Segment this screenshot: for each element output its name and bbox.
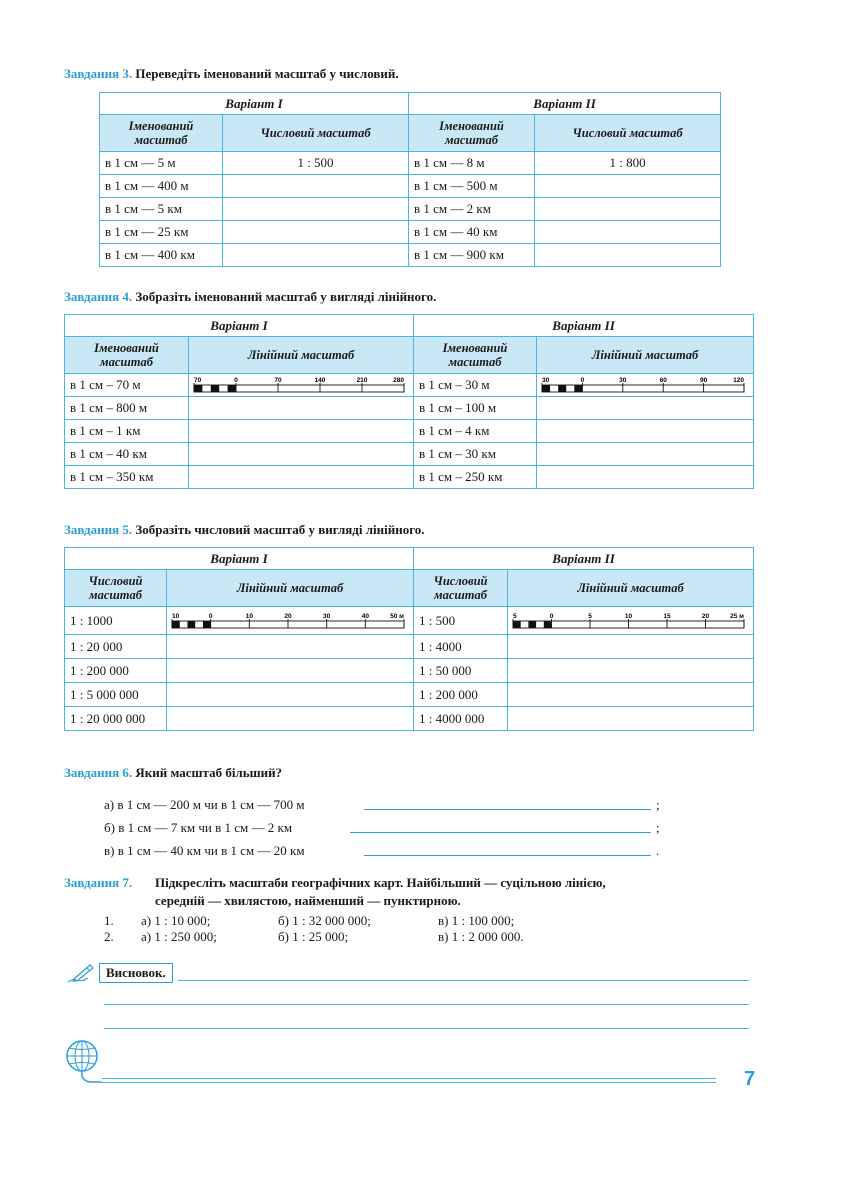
scale-tick-label: 0 (549, 612, 554, 620)
scale-block (558, 385, 566, 392)
numeric-scale-cell: 1 : 200 000 (65, 659, 167, 683)
scale-tick-label: 5 (588, 612, 592, 620)
scale-tick-label: 10 (245, 612, 253, 620)
named-scale-cell: в 1 см — 25 км (100, 221, 223, 244)
named-scale-cell: в 1 см — 5 м (100, 152, 223, 175)
named-scale-cell: в 1 см — 2 км (409, 198, 535, 221)
footer-line-2 (102, 1082, 716, 1083)
numeric-scale-cell: 1 : 4000 (414, 635, 508, 659)
scale-tick-label: 140 (314, 377, 326, 384)
table-row (100, 221, 721, 244)
task7-title (64, 875, 132, 891)
scale-tick-label: 0 (234, 377, 238, 384)
task3-col-numeric-2: Числовий масштаб (535, 115, 721, 152)
table-row (100, 175, 721, 198)
task7-row-num: 1. (104, 913, 114, 928)
scale-tick-label: 10 (624, 612, 633, 620)
scale-block (211, 385, 219, 392)
task7-option[interactable]: в) 1 : 2 000 000. (438, 929, 524, 944)
task3-label: Завдання 3. (64, 66, 133, 81)
named-scale-cell: в 1 см – 30 м (414, 374, 537, 397)
named-scale-cell: в 1 см — 40 км (409, 221, 535, 244)
task7-option[interactable]: б) 1 : 25 000; (278, 929, 349, 944)
numeric-scale-cell: 1 : 20 000 (65, 635, 167, 659)
scale-tick-label: 280 (393, 377, 404, 384)
scale-block (187, 621, 195, 628)
task7-row-num: 2. (104, 929, 114, 944)
scale-tick-label: 20 (284, 612, 292, 620)
scale-bar (542, 385, 744, 392)
scale-tick-label: 210 (356, 377, 368, 384)
scale-tick-label: 60 (659, 377, 667, 384)
answer-cell[interactable] (535, 244, 721, 267)
linear-scale-svg (170, 612, 408, 630)
numeric-scale-cell: 1 : 500 (414, 607, 508, 635)
answer-line[interactable] (364, 855, 651, 856)
linear-scale-cell[interactable] (537, 420, 754, 443)
scale-tick-label: 25 м (730, 612, 745, 620)
table-row (65, 683, 754, 707)
task4-label: Завдання 4. (64, 289, 133, 304)
task5-col-numeric-2: Числовий масштаб (414, 570, 508, 607)
named-scale-cell: в 1 см – 250 км (414, 466, 537, 489)
named-scale-cell: в 1 см — 500 м (409, 175, 535, 198)
table-row (65, 659, 754, 683)
task6-item-c (104, 843, 305, 859)
scale-block (574, 385, 582, 392)
task3-col-numeric-1: Числовий масштаб (223, 115, 409, 152)
task7-label: Завдання 7. (64, 875, 133, 890)
linear-scale-cell[interactable] (537, 397, 754, 420)
task7-text-1: Підкресліть масштаби географічних карт. Найбільший — суцільною лінією, (155, 875, 606, 890)
task4-col-linear-2: Лінійний масштаб (537, 337, 754, 374)
answer-cell[interactable] (535, 221, 721, 244)
conclusion-line-1[interactable] (178, 980, 749, 981)
page-number: 7 (744, 1068, 756, 1090)
task6-label: Завдання 6. (64, 765, 133, 780)
task7-text-2: середній — хвилястою, найменший — пунктирною. (155, 893, 461, 908)
named-scale-cell: в 1 см – 1 км (65, 420, 189, 443)
task5-text: Зобразіть числовий масштаб у вигляді лінійного. (135, 522, 425, 537)
scale-tick-label: 10 (172, 612, 180, 620)
table-row (100, 198, 721, 221)
task7-option[interactable]: в) 1 : 100 000; (438, 913, 515, 928)
answer-line[interactable] (350, 832, 651, 833)
named-scale-cell: в 1 см – 4 км (414, 420, 537, 443)
numeric-scale-cell: 1 : 4000 000 (414, 707, 508, 731)
numeric-scale-cell: 1 : 20 000 000 (65, 707, 167, 731)
linear-scale-cell[interactable] (167, 659, 414, 683)
scale-tick-label: 5 (513, 612, 517, 620)
answer-cell[interactable] (223, 244, 409, 267)
table-row (65, 466, 754, 489)
question-text: б) в 1 см — 7 км чи в 1 см — 2 км (104, 820, 293, 835)
task4-col-named-2: Іменований масштаб (414, 337, 537, 374)
numeric-scale-cell: 1 : 5 000 000 (65, 683, 167, 707)
task3-col-named-1: Іменований масштаб (100, 115, 223, 152)
scale-tick-label: 90 (699, 377, 708, 384)
task6-text: Який масштаб більший? (135, 765, 283, 780)
named-scale-cell: в 1 см — 8 м (409, 152, 535, 175)
numeric-scale-cell: 1 : 50 000 (414, 659, 508, 683)
task4-col-named-1: Іменований масштаб (65, 337, 189, 374)
question-text: а) в 1 см — 200 м чи в 1 см — 700 м (104, 797, 305, 812)
conclusion-line-2[interactable] (104, 1004, 749, 1005)
linear-scale-cell[interactable] (167, 683, 414, 707)
numeric-scale-cell: 1 : 200 000 (414, 683, 508, 707)
named-scale-cell: в 1 см — 400 м (100, 175, 223, 198)
task6-title (64, 765, 282, 781)
table-row (65, 635, 754, 659)
answer-cell[interactable]: 1 : 800 (535, 152, 721, 175)
named-scale-cell: в 1 см — 400 км (100, 244, 223, 267)
scale-tick-label: 0 (580, 377, 585, 384)
linear-scale-cell[interactable] (508, 659, 754, 683)
answer-cell[interactable] (535, 175, 721, 198)
named-scale-cell: в 1 см — 5 км (100, 198, 223, 221)
scale-tick-label: 40 (361, 612, 369, 620)
numeric-scale-cell: 1 : 1000 (65, 607, 167, 635)
named-scale-cell: в 1 см – 70 м (65, 374, 189, 397)
task5-col-linear-1: Лінійний масштаб (167, 570, 414, 607)
task4-title (64, 289, 436, 305)
linear-scale-cell[interactable] (167, 707, 414, 731)
answer-cell[interactable] (223, 221, 409, 244)
linear-scale-cell[interactable] (537, 443, 754, 466)
named-scale-cell: в 1 см – 800 м (65, 397, 189, 420)
task4-table (64, 314, 754, 489)
scale-block (203, 621, 211, 628)
globe-icon (62, 1038, 106, 1086)
linear-scale-example (192, 376, 410, 394)
linear-scale-cell[interactable] (189, 443, 414, 466)
linear-scale-cell[interactable] (537, 374, 754, 397)
task5-table (64, 547, 754, 731)
scale-tick-label: 70 (194, 377, 202, 384)
scale-tick-label: 30 (323, 612, 331, 620)
scale-block (194, 385, 202, 392)
table-row (65, 374, 754, 397)
linear-scale-cell[interactable] (167, 635, 414, 659)
task7-option[interactable]: а) 1 : 10 000; (141, 913, 211, 928)
scale-block (542, 385, 550, 392)
linear-scale-cell[interactable] (508, 683, 754, 707)
conclusion-label (99, 963, 173, 983)
linear-scale-cell[interactable] (189, 374, 414, 397)
answer-line[interactable] (364, 809, 651, 810)
footer-line-1 (102, 1078, 716, 1079)
answer-cell[interactable]: 1 : 500 (223, 152, 409, 175)
scale-tick-label: 30 (619, 377, 627, 384)
scale-block (528, 621, 536, 628)
scale-tick-label: 120 (733, 377, 745, 384)
task5-title (64, 522, 425, 538)
table-row (100, 152, 721, 175)
linear-scale-example (170, 612, 410, 630)
task5-variant2: Варіант II (414, 548, 754, 570)
task4-variant2: Варіант II (414, 315, 754, 337)
task3-variant2: Варіант II (409, 93, 721, 115)
line-end: ; (656, 820, 660, 835)
scale-block (172, 621, 180, 628)
question-text: в) в 1 см — 40 км чи в 1 см — 20 км (104, 843, 305, 858)
pen-icon (66, 962, 96, 984)
task3-variant1: Варіант I (100, 93, 409, 115)
scale-bar (194, 385, 404, 392)
task7-option[interactable]: б) 1 : 32 000 000; (278, 913, 371, 928)
linear-scale-svg (192, 376, 408, 394)
scale-tick-label: 30 (542, 377, 550, 384)
conclusion-text: Висновок. (106, 965, 166, 980)
named-scale-cell: в 1 см – 350 км (65, 466, 189, 489)
named-scale-cell: в 1 см – 100 м (414, 397, 537, 420)
linear-scale-cell[interactable] (167, 607, 414, 635)
task6-item-b (104, 820, 292, 836)
scale-tick-label: 50 м (390, 612, 404, 620)
linear-scale-cell[interactable] (189, 397, 414, 420)
line-end: . (656, 843, 660, 858)
answer-cell[interactable] (535, 198, 721, 221)
task3-text: Переведіть іменований масштаб у числовий. (135, 66, 399, 81)
table-row (65, 707, 754, 731)
scale-tick-label: 20 (701, 612, 710, 620)
linear-scale-cell[interactable] (508, 635, 754, 659)
linear-scale-cell[interactable] (189, 420, 414, 443)
scale-block (544, 621, 552, 628)
task5-label: Завдання 5. (64, 522, 133, 537)
task4-col-linear-1: Лінійний масштаб (189, 337, 414, 374)
task5-col-numeric-1: Числовий масштаб (65, 570, 167, 607)
task3-table (99, 92, 721, 267)
linear-scale-cell[interactable] (508, 607, 754, 635)
task3-title (64, 66, 399, 82)
table-row (65, 607, 754, 635)
linear-scale-svg (540, 376, 748, 394)
scale-block (513, 621, 521, 628)
linear-scale-cell[interactable] (189, 466, 414, 489)
table-row (65, 397, 754, 420)
task4-text: Зобразіть іменований масштаб у вигляді лінійного. (135, 289, 437, 304)
table-row (65, 420, 754, 443)
linear-scale-example (511, 612, 750, 630)
linear-scale-example (540, 376, 750, 394)
table-row (65, 443, 754, 466)
conclusion-line-3[interactable] (104, 1028, 749, 1029)
named-scale-cell: в 1 см – 40 км (65, 443, 189, 466)
scale-tick-label: 15 (663, 612, 671, 620)
task5-variant1: Варіант I (65, 548, 414, 570)
named-scale-cell: в 1 см — 900 км (409, 244, 535, 267)
line-end: ; (656, 797, 660, 812)
scale-tick-label: 0 (208, 612, 213, 620)
task7-option[interactable]: а) 1 : 250 000; (141, 929, 217, 944)
task3-col-named-2: Іменований масштаб (409, 115, 535, 152)
task4-variant1: Варіант I (65, 315, 414, 337)
named-scale-cell: в 1 см – 30 км (414, 443, 537, 466)
answer-cell[interactable] (223, 175, 409, 198)
scale-block (228, 385, 236, 392)
table-row (100, 244, 721, 267)
scale-tick-label: 70 (274, 377, 282, 384)
answer-cell[interactable] (223, 198, 409, 221)
task5-col-linear-2: Лінійний масштаб (508, 570, 754, 607)
task6-item-a (104, 797, 305, 813)
linear-scale-cell[interactable] (537, 466, 754, 489)
linear-scale-svg (511, 612, 748, 630)
linear-scale-cell[interactable] (508, 707, 754, 731)
